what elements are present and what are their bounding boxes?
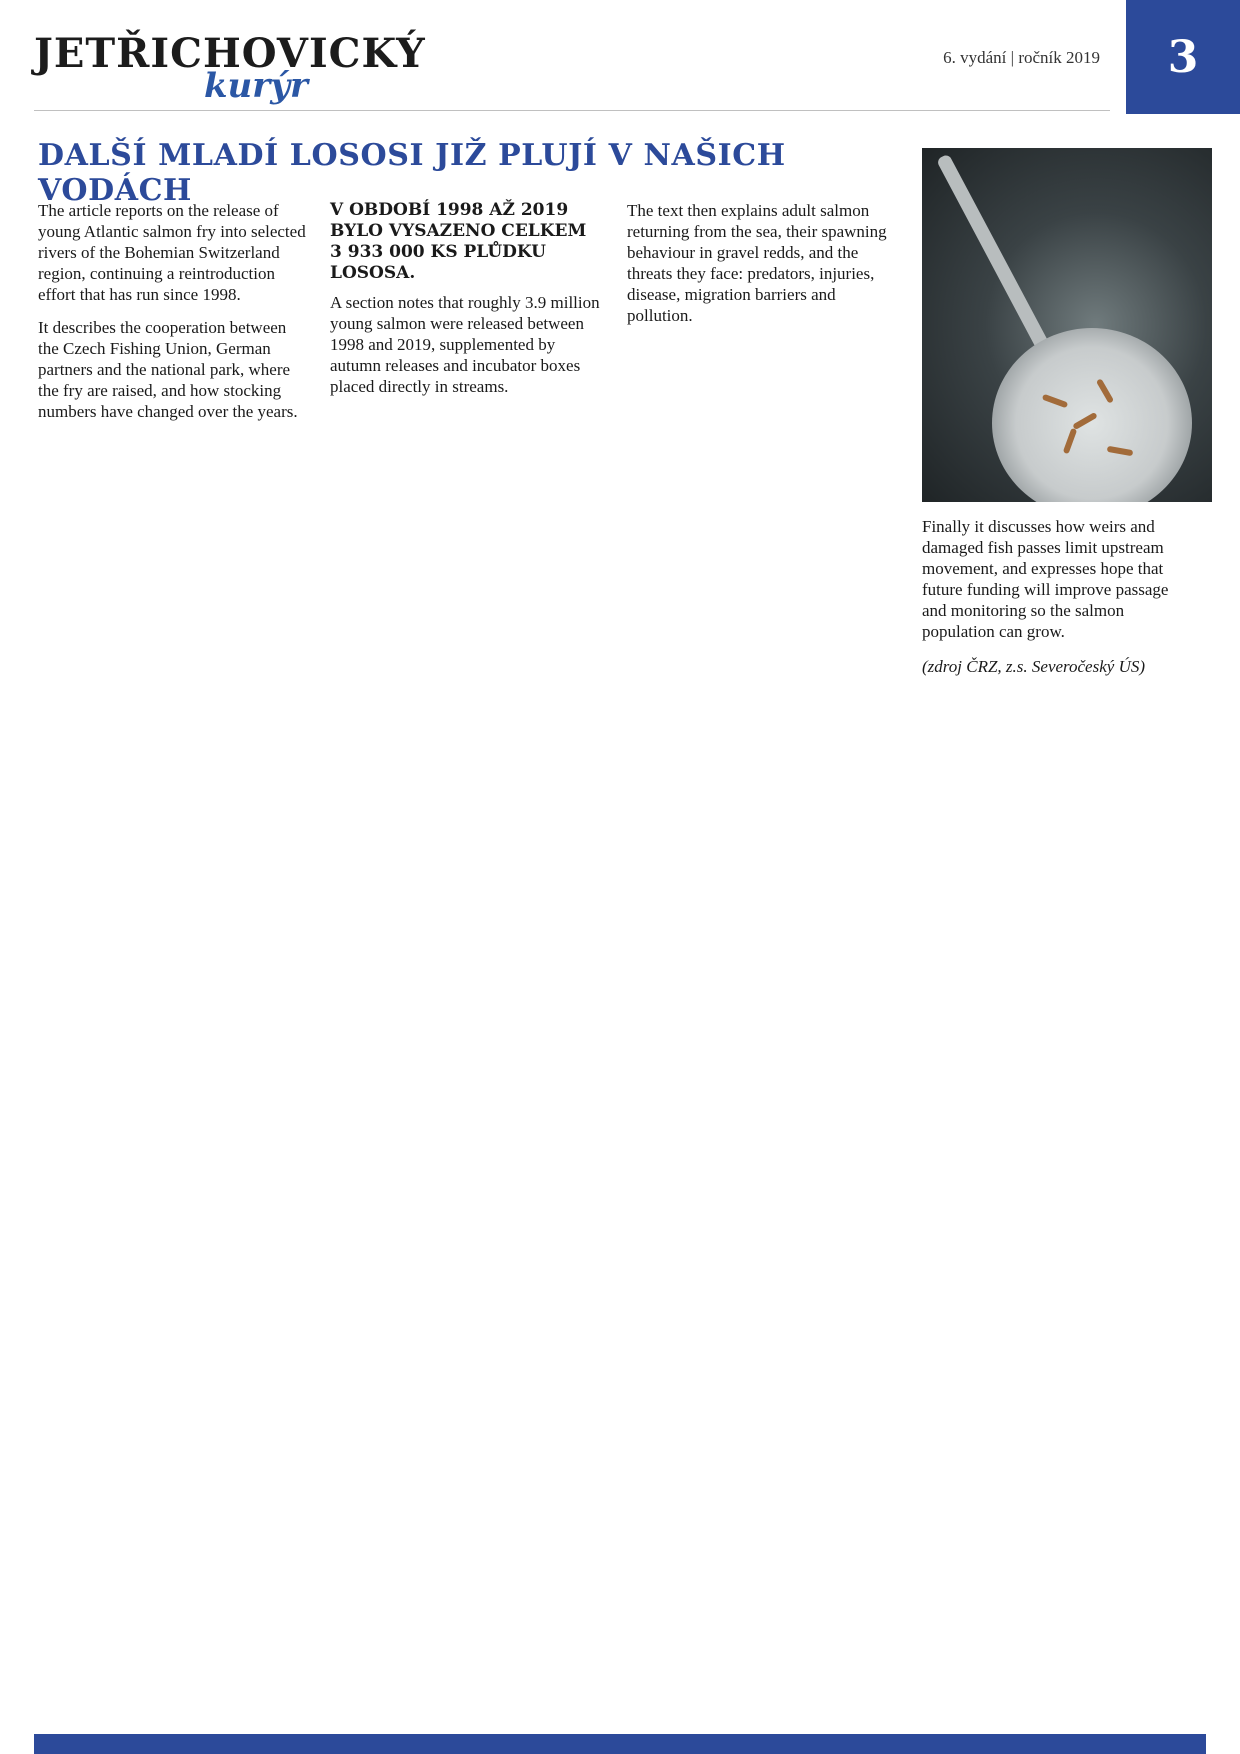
article-summary-4: The text then explains adult salmon returning from the sea, their spawning behaviour in gravel redds, and the threats they face: predators, injuries, disease, migration barriers and pollution. bbox=[627, 201, 887, 325]
article-column-2 bbox=[330, 200, 600, 397]
article-column-4 bbox=[922, 516, 1192, 677]
masthead-title: JETŘICHOVICKÝ bbox=[34, 30, 426, 77]
article-subheading: V OBDOBÍ 1998 AŽ 2019 BYLO VYSAZENO CELKEM 3 933 000 KS PLŮDKU LOSOSA. bbox=[330, 200, 587, 283]
article-column-3 bbox=[627, 200, 897, 326]
article-column-1 bbox=[38, 200, 308, 422]
article-summary-5: Finally it discusses how weirs and damaged fish passes limit upstream movement, and expresses hope that future funding will improve passage and monitoring so the salmon population can grow. bbox=[922, 517, 1169, 641]
ladle-handle bbox=[936, 153, 1052, 354]
article-headline: DALŠÍ MLADÍ LOSOSI JIŽ PLUJÍ V NAŠICH VODÁCH bbox=[38, 138, 786, 208]
article-summary-1: The article reports on the release of young Atlantic salmon fry into selected rivers of the Bohemian Switzerland region, continuing a reintroduction effort that has run since 1998. bbox=[38, 201, 306, 304]
header-divider bbox=[34, 110, 1110, 111]
footer-bar bbox=[34, 1734, 1206, 1754]
article-summary-2: It describes the cooperation between the Czech Fishing Union, German partners and the national park, where the fry are raised, and how stocking numbers have changed over the years. bbox=[38, 318, 298, 421]
article-source: (zdroj ČRZ, z.s. Severočeský ÚS) bbox=[922, 657, 1146, 676]
page-number: 3 bbox=[1167, 31, 1199, 83]
masthead-subtitle: kurýr bbox=[204, 66, 308, 106]
page-number-box bbox=[1126, 0, 1240, 114]
issue-info: 6. vydání | ročník 2019 bbox=[943, 48, 1100, 67]
masthead-logo bbox=[34, 30, 426, 122]
article-summary-3: A section notes that roughly 3.9 million young salmon were released between 1998 and 2019, supplemented by autumn releases and incubator boxes placed directly in streams. bbox=[330, 293, 600, 396]
salmon-fry-photo bbox=[922, 148, 1212, 502]
